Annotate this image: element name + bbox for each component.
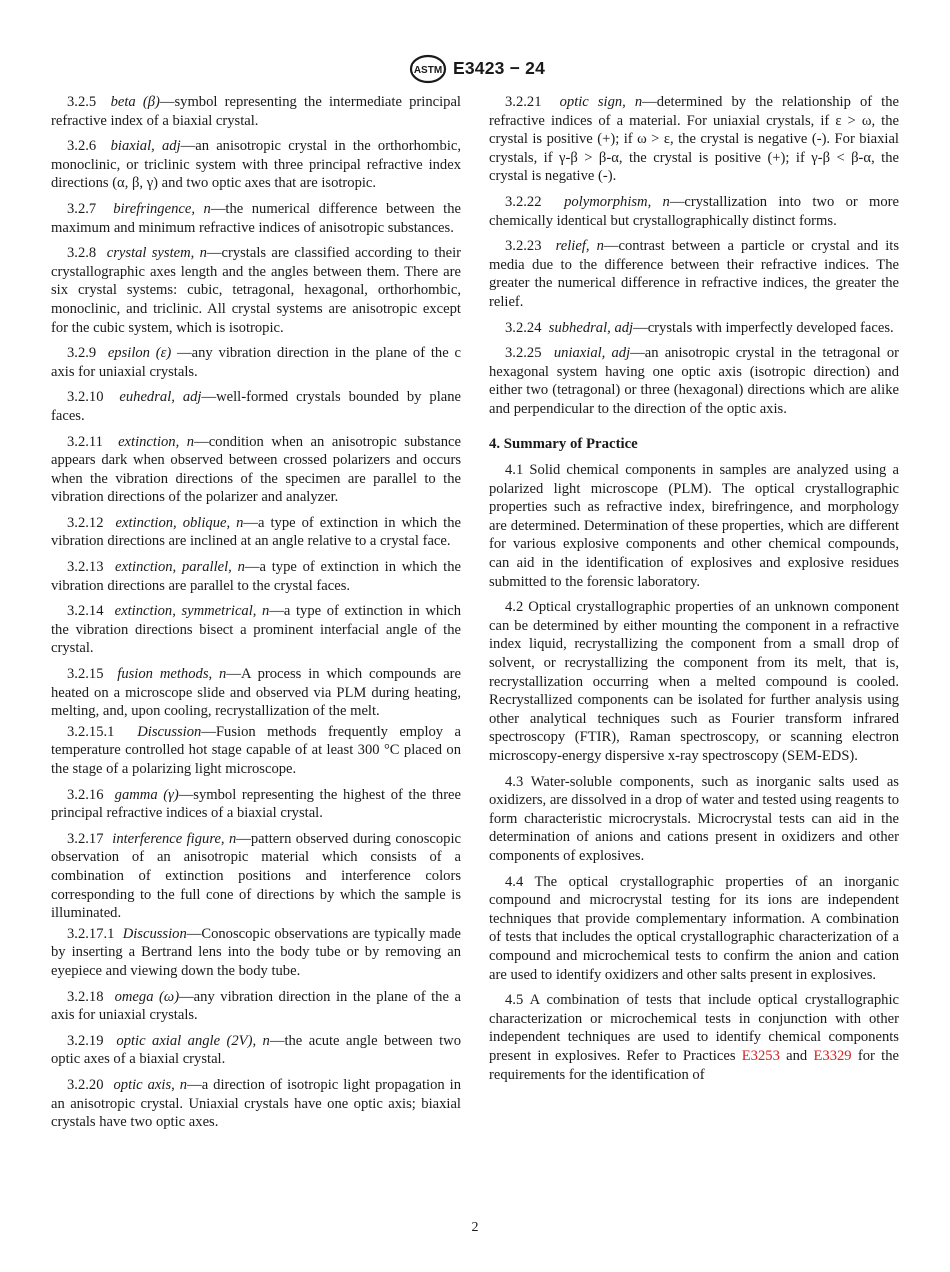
definition-3-2-12: 3.2.12 extinction, oblique, n—a type of extinction in which the vibration directions are inclined at an angle relative to a crystal face. [51,514,462,550]
page-number: 2 [471,1220,479,1235]
astm-logo-icon [409,54,447,84]
left-column [51,93,461,1139]
definition-3-2-19: 3.2.19 optic axial angle (2V), n—the acute angle between two optic axes of a biaxial crystal. [51,1032,461,1068]
definition-3-2-18: 3.2.18 omega (ω)—any vibration direction in the plane of the a axis for uniaxial crystals. [51,988,461,1024]
right-column [489,93,899,1091]
definition-3-2-6: 3.2.6 biaxial, adj—an anisotropic crystal in the orthorhombic, monoclinic, or triclinic system with three principal refractive index directions (α, β, γ) and two optic axes that are isotropic. [51,138,462,192]
paragraph-4-3: 4.3 Water-soluble components, such as inorganic salts used as oxidizers, are dissolved in a drop of water and tested using reagents to form characteristic microcrystals. Microcrystal tests can aid in the determination of anions and cations present in oxidizers and other components of explosives. [489,773,899,864]
logo-text: ASTM [413,65,443,76]
definition-3-2-17: 3.2.17 interference figure, n—pattern observed during conoscopic observation of an anisotropic material which consists of a combination of extinction positions and interference colors corresponding to the full cone of directions by which the sample is illuminated. [51,830,461,922]
definition-3-2-5: 3.2.5 beta (β)—symbol representing the intermediate principal refractive index of a biaxial crystal. [51,94,461,129]
definition-3-2-21: 3.2.21 optic sign, n—determined by the relationship of the refractive indices of a material. For uniaxial crystals, if ε > ω, the crystal is positive (+); if ω > ε, the crystal is negative (-). For biaxial crystals, if γ-β > β-α, the crystal is positive (+); if γ-β < β-α, the crystal is negative (-). [489,94,899,185]
definition-3-2-16: 3.2.16 gamma (γ)—symbol representing the highest of the three principal refractive indices of a biaxial crystal. [51,786,462,822]
definition-3-2-22: 3.2.22 polymorphism, n—crystallization into two or more chemically identical but crystallographically distinct forms. [489,193,899,229]
document-designation: E3423 − 24 [453,58,546,78]
section-4-heading: 4. Summary of Practice [489,435,638,452]
paragraph-4-1: 4.1 Solid chemical components in samples are analyzed using a polarized light microscope (PLM). The optical crystallographic properties such as refractive index, birefringence, and morphology are determined. Determination of these properties, which are different for various explosive components and other chemical compounds, can aid in the identification of explosives and explosive residues submitted to the forensic laboratory. [489,462,899,590]
paragraph-4-5: 4.5 A combination of tests that include optical crystallographic characterization or microchemical tests in conjunction with other independent techniques are used to identify chemical components present in explosives. Refer to Practices E3253 and E3329 for the requirements for the identification of [489,992,899,1083]
definition-3-2-10: 3.2.10 euhedral, adj—well-formed crystals bounded by plane faces. [51,389,462,424]
definition-3-2-25: 3.2.25 uniaxial, adj—an anisotropic crystal in the tetragonal or hexagonal system having one optic axis (isotropic direction) and either two (tetragonal) or three (hexagonal) directions which are alike and perpendicular to the direction of the optic axis. [489,345,900,417]
definition-3-2-14: 3.2.14 extinction, symmetrical, n—a type of extinction in which the vibration directions bisect a prominent interfacial angle of the crystal. [51,603,462,657]
definition-3-2-11: 3.2.11 extinction, n—condition when an anisotropic substance appears dark when observed between crossed polarizers and occurs when the vibration directions of the specimen are parallel to the vibration directions of the polarizer and analyzer. [51,433,462,506]
discussion-3-2-15-1: 3.2.15.1 Discussion—Fusion methods frequently employ a temperature controlled hot stage capable of at least 300 °C placed on the stage of a polarizing light microscope. [51,723,461,777]
definition-3-2-24: 3.2.24 subhedral, adj—crystals with imperfectly developed faces. [505,319,894,336]
paragraph-4-4: 4.4 The optical crystallographic properties of an inorganic compound and microcrystal testing for its ions are independent techniques that provide complementary information. A combination of tests that includes the optical crystallographic characterization of a compound and microchemical tests to confirm the anion and cation are used to identify oxidizers and other salts present in explosives. [489,873,899,983]
discussion-3-2-17-1: 3.2.17.1 Discussion—Conoscopic observations are typically made by inserting a Bertrand lens into the body tube or by removing an eyepiece and viewing down the body tube. [51,925,461,979]
definition-3-2-9: 3.2.9 epsilon (ε) —any vibration direction in the plane of the c axis for uniaxial crystals. [51,345,461,380]
definition-3-2-7: 3.2.7 birefringence, n—the numerical difference between the maximum and minimum refractive indices of anisotropic substances. [51,200,462,236]
page-header [0,54,950,86]
definition-3-2-20: 3.2.20 optic axis, n—a direction of isotropic light propagation in an anisotropic crystal. Uniaxial crystals have one optic axis; biaxial crystals have two optic axes. [51,1076,462,1131]
definition-3-2-13: 3.2.13 extinction, parallel, n—a type of extinction in which the vibration directions are parallel to the crystal faces. [51,559,462,594]
definition-3-2-8: 3.2.8 crystal system, n—crystals are classified according to their crystallographic axes length and the angles between them. There are six crystal systems: cubic, tetragonal, hexagonal, orthorhombic, monoclinic, and triclinic. All crystal systems are anisotropic except for the cubic system, which is isotropic. [51,245,462,336]
definition-3-2-23: 3.2.23 relief, n—contrast between a particle or crystal and its media due to the difference between their refractive indices. The greater the numerical difference in refractive indices, the greater the relief. [489,238,899,310]
definition-3-2-15: 3.2.15 fusion methods, n—A process in which compounds are heated on a microscope slide and observed via PLM during heating, melting, and, upon cooling, recrystallization of the melt. [51,666,462,720]
paragraph-4-2: 4.2 Optical crystallographic properties of an unknown component can be determined by either mounting the component in a refractive index liquid, recrystallizing the component from a small drop of solvent, or recrystallizing the component from its melt, that is, recrystallization occurring when a melted compound is cooled. Recrystallized components can be isolated for further analysis using other analytical techniques such as Fourier transform infrared spectroscopy (FTIR), Raman spectroscopy, or scanning electron microscopy-energy dispersive x-ray spectroscopy (SEM-EDS). [489,599,899,764]
link-e3253[interactable]: E3253 [741,1047,780,1064]
link-e3329[interactable]: E3329 [813,1047,852,1064]
